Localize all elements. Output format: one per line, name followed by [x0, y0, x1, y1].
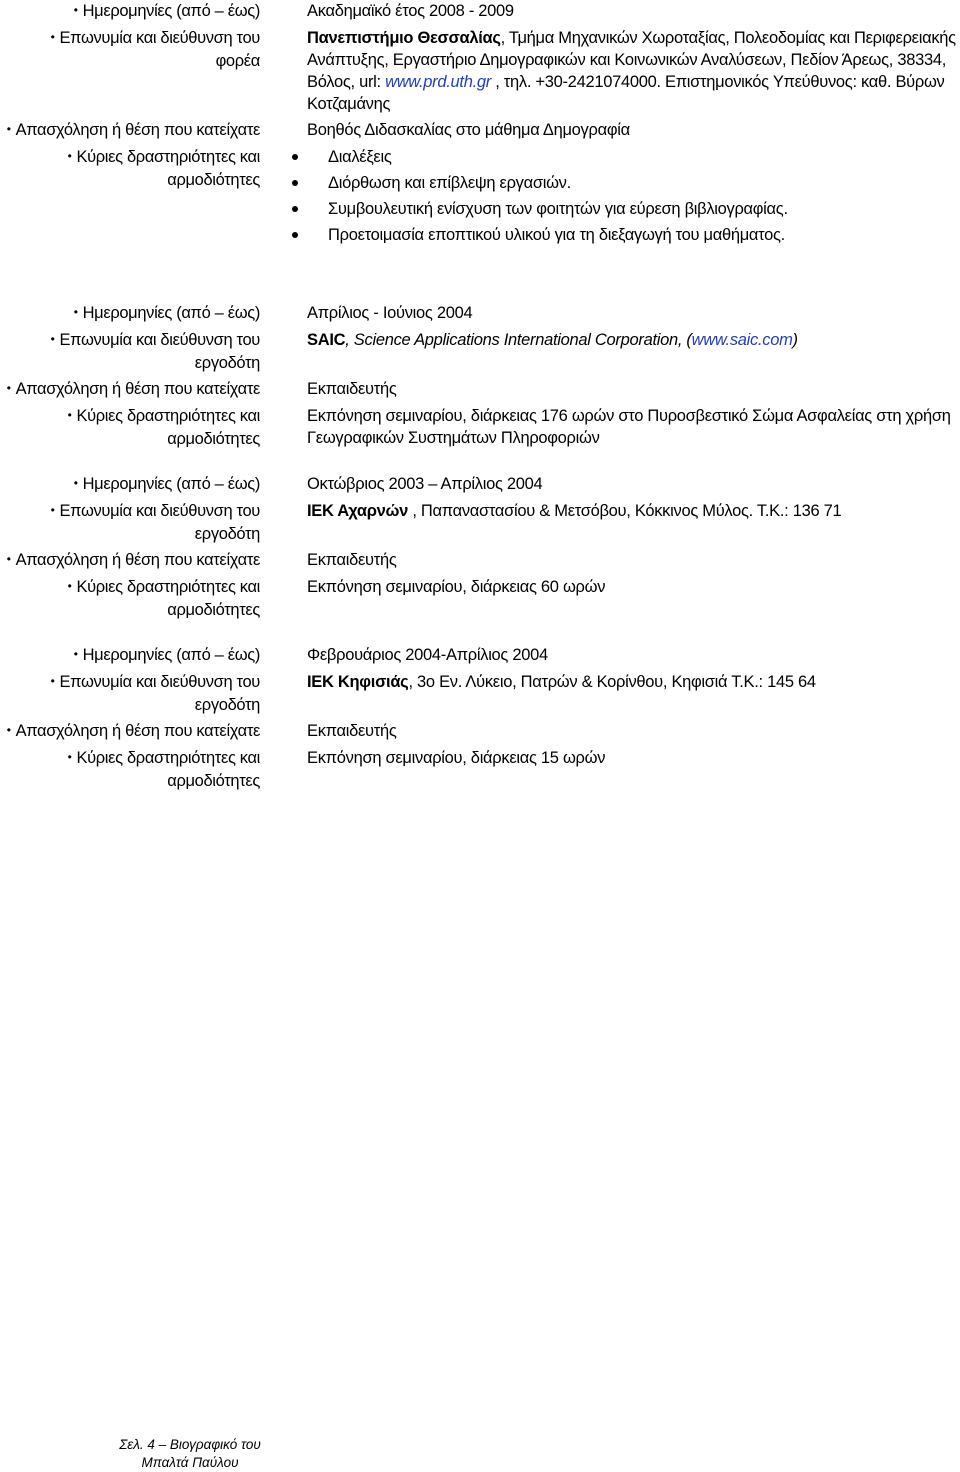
bullet-icon: •: [73, 476, 78, 490]
dates-value: Ακαδημαϊκό έτος 2008 - 2009: [307, 2, 514, 20]
bullet-icon: •: [6, 381, 11, 395]
dates-label: • Ημερομηνίες (από – έως): [73, 304, 260, 322]
bullet-icon: •: [67, 579, 72, 593]
dates-value: Οκτώβριος 2003 – Απρίλιος 2004: [307, 475, 543, 493]
position-label: • Απασχόληση ή θέση που κατείχατε: [6, 722, 260, 740]
employer-value: Πανεπιστήμιο Θεσσαλίας, Τμήμα Μηχανικών Χωροταξίας, Πολεοδομίας και Περιφερειακής Ανάπτυξης, Εργαστήριο Δημογραφικών και Κοινωνικών Αναλύσεων, Πεδίον Άρεως, 38334, Βόλος, url: www.prd.uth.gr , τηλ. +30-2421074000. Επιστημονικός Υπεύθυνος: καθ. Βύρων Κοτζαμάνης: [307, 29, 956, 113]
employer-url-link[interactable]: www.prd.uth.gr: [385, 73, 491, 91]
dates-label: • Ημερομηνίες (από – έως): [73, 2, 260, 20]
dates-value: Φεβρουάριος 2004-Απρίλιος 2004: [307, 646, 548, 664]
employer-value: SAIC, Science Applications International Corporation, (www.saic.com): [307, 331, 798, 349]
position-value: Εκπαιδευτής: [307, 722, 397, 740]
page-footer: [110, 1436, 270, 1472]
entry-iek-kifisias: [0, 644, 960, 792]
position-label: • Απασχόληση ή θέση που κατείχατε: [6, 551, 260, 569]
position-row: [0, 720, 960, 743]
list-item: Διαλέξεις: [260, 144, 910, 170]
bullet-icon: •: [73, 305, 78, 319]
employer-label: • Επωνυμία και διεύθυνση του εργοδότη: [50, 502, 260, 543]
position-value: Εκπαιδευτής: [307, 380, 397, 398]
position-label: • Απασχόληση ή θέση που κατείχατε: [6, 121, 260, 139]
employer-row: [0, 329, 960, 374]
list-item: Συμβουλευτική ενίσχυση των φοιτητών για εύρεση βιβλιογραφίας.: [260, 196, 910, 222]
bullet-icon: •: [73, 647, 78, 661]
employer-url-link[interactable]: www.saic.com: [691, 331, 793, 349]
position-label: • Απασχόληση ή θέση που κατείχατε: [6, 380, 260, 398]
dates-row: [0, 302, 960, 325]
bullet-icon: •: [67, 750, 72, 764]
employer-name: Πανεπιστήμιο Θεσσαλίας: [307, 29, 501, 47]
list-item: Διόρθωση και επίβλεψη εργασιών.: [260, 170, 910, 196]
dates-row: [0, 0, 960, 23]
dates-label: • Ημερομηνίες (από – έως): [73, 646, 260, 664]
employer-name: SAIC: [307, 331, 346, 349]
activities-value: Εκπόνηση σεμιναρίου, διάρκειας 176 ωρών στο Πυροσβεστικό Σώμα Ασφαλείας στη χρήση Γεωγραφικών Συστημάτων Πληροφοριών: [307, 407, 951, 447]
footer-page-number: Σελ. 4 – Βιογραφικό του: [119, 1437, 261, 1452]
bullet-icon: •: [50, 503, 55, 517]
bullet-icon: •: [50, 30, 55, 44]
footer-author: Μπαλτά Παύλου: [141, 1455, 239, 1470]
dates-value: Απρίλιος - Ιούνιος 2004: [307, 304, 473, 322]
activities-value: Εκπόνηση σεμιναρίου, διάρκειας 15 ωρών: [307, 749, 606, 767]
position-value: Βοηθός Διδασκαλίας στο μάθημα Δημογραφία: [307, 121, 630, 139]
list-item: Προετοιμασία εποπτικού υλικού για τη διεξαγωγή του μαθήματος.: [260, 222, 910, 248]
dates-row: [0, 473, 960, 496]
activities-label: • Κύριες δραστηριότητες και αρμοδιότητες: [67, 578, 260, 619]
dates-label: • Ημερομηνίες (από – έως): [73, 475, 260, 493]
activities-label: • Κύριες δραστηριότητες και αρμοδιότητες: [67, 148, 260, 189]
bullet-icon: •: [67, 408, 72, 422]
position-row: [0, 378, 960, 401]
employer-row: [0, 27, 960, 115]
employer-label: • Επωνυμία και διεύθυνση του φορέα: [50, 29, 260, 70]
position-row: [0, 549, 960, 572]
bullet-icon: •: [50, 332, 55, 346]
employer-value: ΙΕΚ Κηφισιάς, 3ο Εν. Λύκειο, Πατρών & Κορίνθου, Κηφισιά Τ.Κ.: 145 64: [307, 673, 816, 691]
employer-label: • Επωνυμία και διεύθυνση του εργοδότη: [50, 673, 260, 714]
bullet-icon: •: [6, 122, 11, 136]
bullet-icon: •: [6, 723, 11, 737]
employer-name: ΙΕΚ Κηφισιάς: [307, 673, 409, 691]
activities-label: • Κύριες δραστηριότητες και αρμοδιότητες: [67, 407, 260, 448]
bullet-icon: •: [6, 552, 11, 566]
dates-row: [0, 644, 960, 667]
bullet-icon: •: [67, 149, 72, 163]
activities-value: Εκπόνηση σεμιναρίου, διάρκειας 60 ωρών: [307, 578, 606, 596]
employer-row: [0, 671, 960, 716]
employer-label: • Επωνυμία και διεύθυνση του εργοδότη: [50, 331, 260, 372]
position-row: [0, 119, 960, 142]
activities-list: [260, 144, 910, 248]
activities-row: [0, 405, 960, 450]
employer-row: [0, 500, 960, 545]
bullet-icon: •: [73, 3, 78, 17]
entry-iek-acharnon: [0, 473, 960, 621]
activities-label: • Κύριες δραστηριότητες και αρμοδιότητες: [67, 749, 260, 790]
activities-row: [0, 146, 960, 248]
activities-row: [0, 576, 960, 621]
entry-university: [0, 0, 960, 248]
employer-value: ΙΕΚ Αχαρνών , Παπαναστασίου & Μετσόβου, Κόκκινος Μύλος. Τ.Κ.: 136 71: [307, 502, 842, 520]
position-value: Εκπαιδευτής: [307, 551, 397, 569]
activities-row: [0, 747, 960, 792]
entry-saic: [0, 302, 960, 450]
employer-name: ΙΕΚ Αχαρνών: [307, 502, 409, 520]
bullet-icon: •: [50, 674, 55, 688]
